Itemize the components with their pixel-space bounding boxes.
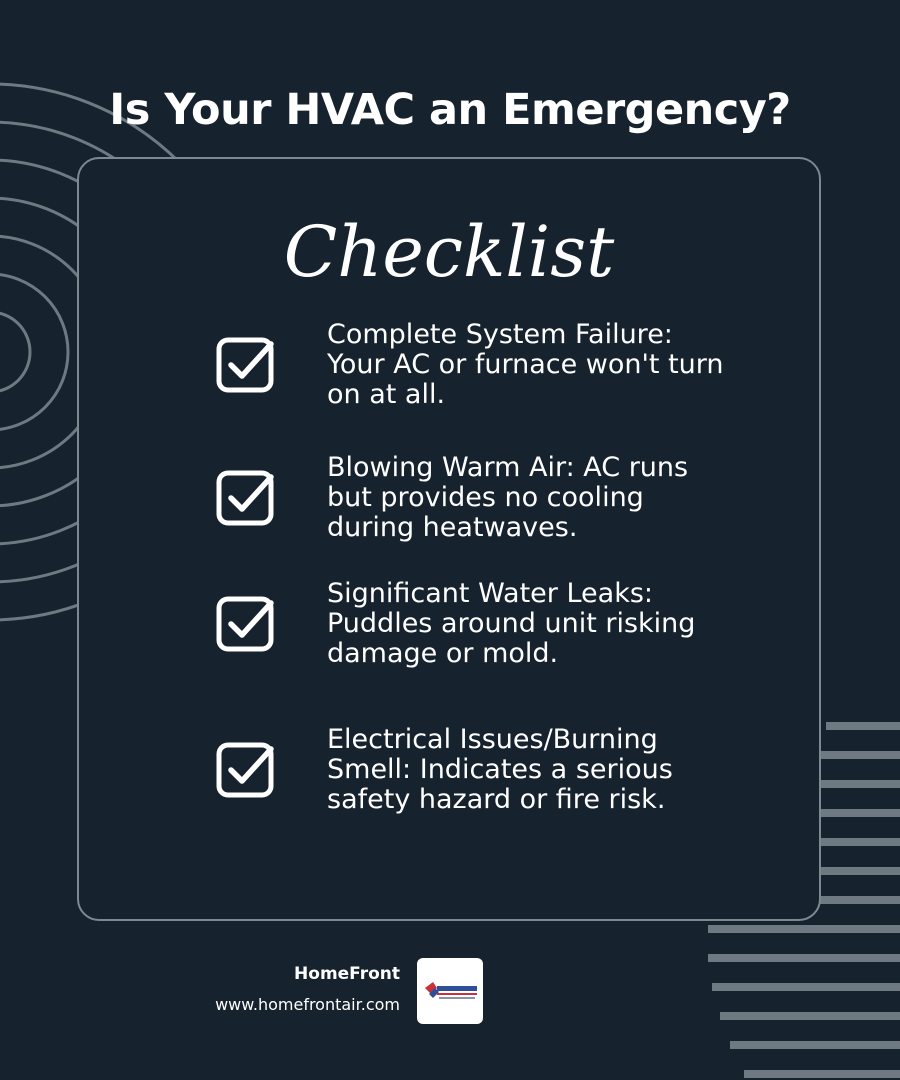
checklist-item-text: Complete System Failure: Your AC or furnace won't turn on at all.: [327, 319, 724, 410]
checkbox-checked-icon: [215, 467, 277, 529]
checklist-item: [215, 453, 775, 543]
checklist-item-text: Significant Water Leaks: Puddles around unit risking damage or mold.: [327, 578, 696, 669]
checkbox-checked-icon: [215, 334, 277, 396]
checklist-heading: Checklist: [283, 211, 615, 293]
checklist-item: [215, 579, 775, 669]
footer-brand-name: HomeFront: [294, 964, 400, 984]
homefront-logo-icon: [417, 958, 483, 1024]
checklist-item: [215, 320, 775, 410]
footer-website-link[interactable]: www.homefrontair.com: [215, 995, 400, 1014]
checklist-item-text: Electrical Issues/Burning Smell: Indicates a serious safety hazard or fire risk.: [327, 724, 673, 815]
checkbox-checked-icon: [215, 593, 277, 655]
page-title: Is Your HVAC an Emergency?: [109, 85, 791, 135]
checkbox-checked-icon: [215, 739, 277, 801]
checklist-item: [215, 725, 775, 815]
checklist-item-text: Blowing Warm Air: AC runs but provides no cooling during heatwaves.: [327, 452, 689, 543]
checklist-card: [77, 157, 821, 921]
